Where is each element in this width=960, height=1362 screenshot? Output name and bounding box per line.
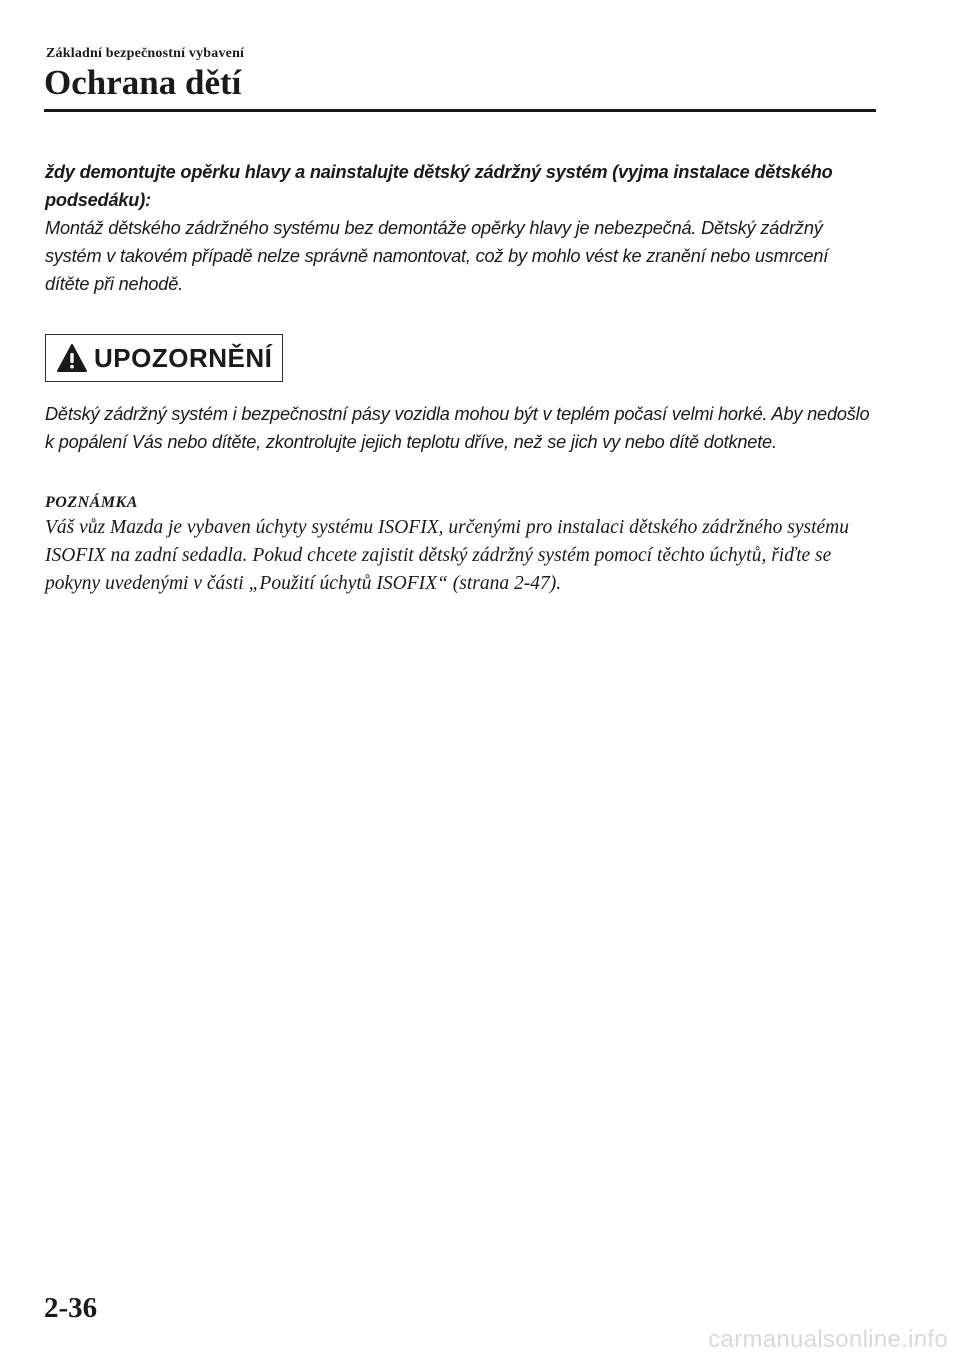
caution-badge [45,334,283,382]
warning-body: Montáž dětského zádržného systému bez demontáže opěrky hlavy je nebezpečná. Dětský zádržný systém v takovém případě nelze správně namontovat, což by mohlo vést ke zranění nebo usmrcení dítěte při nehodě. [45,218,829,294]
warning-triangle-icon [56,343,88,373]
caution-body: Dětský zádržný systém i bezpečnostní pásy vozidla mohou být v teplém počasí velmi horké. Aby nedošlo k popálení Vás nebo dítěte, zkontrolujte jejich teplotu dříve, než se jich vy nebo dítě dotknete. [45,404,870,452]
section-label: Základní bezpečnostní vybavení [46,46,245,61]
note-heading: POZNÁMKA [45,494,138,511]
page-number: 2-36 [44,1292,98,1324]
warning-heading: ždy demontujte opěrku hlavy a nainstalujte dětský zádržný systém (vyjma instalace dětského podsedáku): [45,162,833,210]
watermark: carmanualsonline.info [708,1326,948,1353]
page-content [45,158,875,598]
note-body: Váš vůz Mazda je vybaven úchyty systému ISOFIX, určenými pro instalaci dětského zádržného systému ISOFIX na zadní sedadla. Pokud chcete zajistit dětský zádržný systém pomocí těchto úchytů, řiďte se pokyny uvedenými v části „Použití úchytů ISOFIX“ (strana 2-47). [45,517,849,594]
caution-label: UPOZORNĚNÍ [94,342,273,373]
page-title: Ochrana dětí [44,63,242,102]
title-rule [44,109,876,112]
